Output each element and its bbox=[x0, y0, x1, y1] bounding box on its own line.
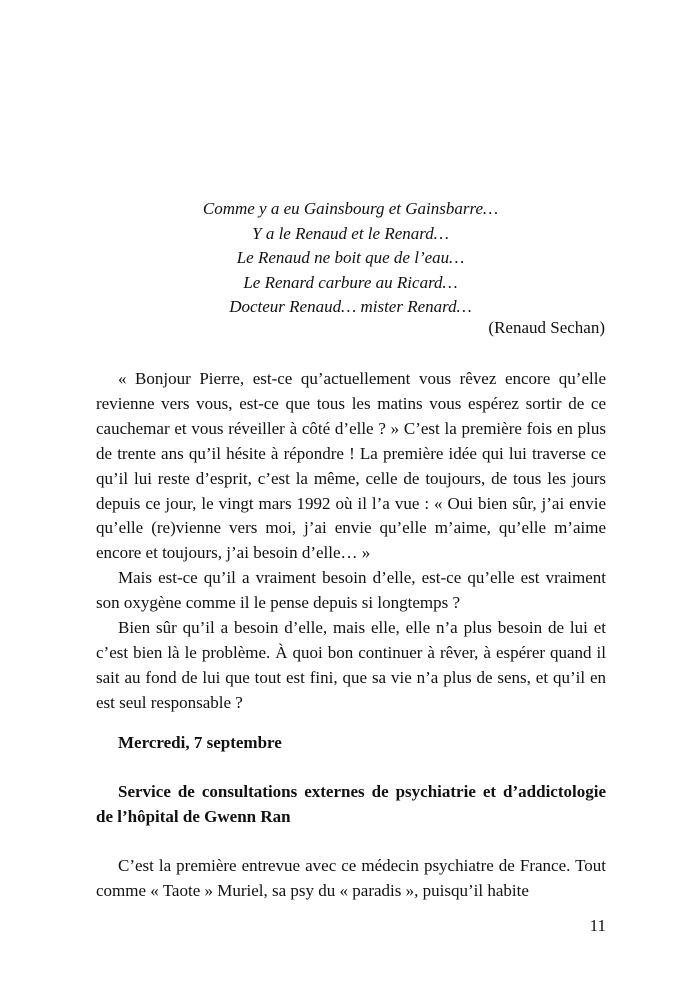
paragraph: « Bonjour Pierre, est-ce qu’actuellement vous rêvez encore qu’elle revienne vers vous, est-ce que tous les matins vous espérez sortir de ce cauchemar et vous réveiller à côté d’elle ? » C’est la première fois en plus de trente ans qu’il hésite à répondre ! La première idée qui lui traverse ce qu’il lui reste d’esprit, c’est la même, celle de toujours, de tous les jours depuis ce jour, le vingt mars 1992 où il l’a vue : « Oui bien sûr, j’ai envie qu’elle (re)vienne vers moi, j’ai envie qu’elle m’aime, qu’elle m’aime encore et toujours, j’ai besoin d’elle… » bbox=[96, 369, 606, 563]
epigraph-line: Le Renaud ne boit que de l’eau… bbox=[236, 248, 465, 267]
epigraph-line: Docteur Renaud… mister Renard… bbox=[229, 297, 472, 316]
epigraph-attribution: (Renaud Sechan) bbox=[488, 318, 605, 337]
paragraph: C’est la première entrevue avec ce médecin psychiatre de France. Tout comme « Taote » Muriel, sa psy du « paradis », puisqu’il habite bbox=[96, 856, 606, 900]
paragraph: Bien sûr qu’il a besoin d’elle, mais elle, elle n’a plus besoin de lui et c’est bien là le problème. À quoi bon continuer à rêver, à espérer quand il sait au fond de lui que tout est fini, que sa vie n’a plus de sens, et qu’il en est seul responsable ? bbox=[96, 618, 606, 712]
epigraph-line: Le Renard carbure au Ricard… bbox=[243, 272, 458, 292]
section-heading: Service de consultations externes de psychiatrie et d’addictologie de l’hôpital de Gwenn Ran bbox=[96, 782, 606, 826]
date-heading: Mercredi, 7 septembre bbox=[118, 733, 282, 752]
epigraph-line: Comme y a eu Gainsbourg et Gainsbarre… bbox=[202, 199, 499, 218]
epigraph bbox=[96, 197, 605, 320]
closing-text-section bbox=[96, 854, 606, 904]
body-text-section bbox=[96, 367, 606, 716]
epigraph-line: Y a le Renaud et le Renard… bbox=[252, 223, 449, 243]
page-number: 11 bbox=[589, 916, 606, 935]
paragraph: Mais est-ce qu’il a vraiment besoin d’elle, est-ce qu’elle est vraiment son oxygène comme il le pense depuis si longtemps ? bbox=[96, 568, 606, 613]
